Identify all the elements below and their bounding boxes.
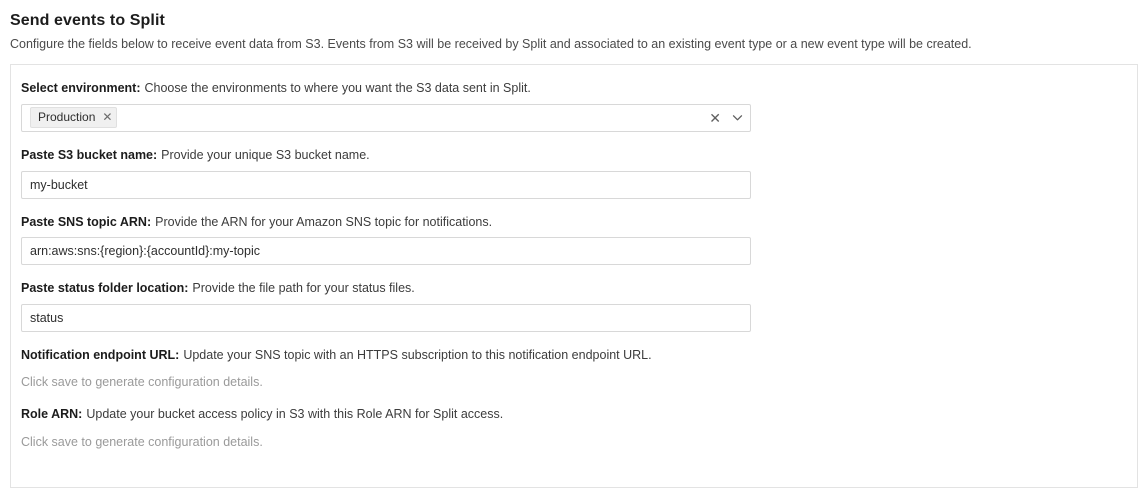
- field-role-arn: [11, 407, 1137, 423]
- field-select-environment: [11, 81, 1137, 132]
- role-arn-description: Update your bucket access policy in S3 with this Role ARN for Split access.: [86, 407, 504, 422]
- bucket-label: Paste S3 bucket name:: [21, 147, 158, 162]
- field-s3-bucket-name: [11, 148, 1137, 199]
- bucket-label-row: [21, 148, 1127, 164]
- configuration-card: [10, 65, 1138, 488]
- page-title: Send events to Split: [10, 12, 165, 29]
- status-folder-label: Paste status folder location:: [21, 281, 189, 296]
- sns-label-row: [21, 215, 1127, 231]
- environment-label: Select environment:: [21, 81, 141, 96]
- status-folder-input[interactable]: [21, 304, 751, 332]
- environment-label-row: [21, 81, 1127, 97]
- environment-description: Choose the environments to where you want the S3 data sent in Split.: [144, 81, 531, 96]
- sns-topic-input-value: arn:aws:sns:{region}:{accountId}:my-topic: [30, 244, 260, 259]
- environment-chip-label: Production: [38, 110, 96, 125]
- sns-topic-input[interactable]: [21, 237, 751, 265]
- role-arn-label-row: [21, 407, 1127, 423]
- sns-description: Provide the ARN for your Amazon SNS topic for notifications.: [155, 214, 493, 229]
- field-status-folder: [11, 281, 1137, 332]
- status-folder-description: Provide the file path for your status files.: [192, 281, 415, 296]
- environment-select-controls: [709, 111, 744, 125]
- environment-chip-production[interactable]: [30, 107, 117, 128]
- close-icon[interactable]: ✕: [102, 110, 113, 125]
- notification-endpoint-note: Click save to generate configuration details.: [21, 375, 263, 390]
- environment-multiselect[interactable]: [21, 104, 751, 132]
- notification-endpoint-description: Update your SNS topic with an HTTPS subscription to this notification endpoint URL.: [183, 347, 652, 362]
- notification-endpoint-label: Notification endpoint URL:: [21, 347, 180, 362]
- notification-endpoint-label-row: [21, 348, 1127, 364]
- chevron-down-icon[interactable]: [731, 111, 744, 124]
- field-sns-topic-arn: [11, 215, 1137, 266]
- page-subtitle: Configure the fields below to receive event data from S3. Events from S3 will be received by Split and associated to an existing event type or a new event type will be created.: [10, 37, 972, 51]
- field-notification-endpoint: [11, 348, 1137, 364]
- role-arn-label: Role ARN:: [21, 407, 83, 422]
- status-folder-label-row: [21, 281, 1127, 297]
- role-arn-note: Click save to generate configuration details.: [21, 435, 263, 449]
- status-folder-input-value: status: [30, 310, 64, 325]
- sns-label: Paste SNS topic ARN:: [21, 214, 152, 229]
- page-header: [0, 0, 1148, 65]
- bucket-input[interactable]: [21, 171, 751, 199]
- clear-icon[interactable]: ✕: [709, 109, 721, 126]
- bucket-description: Provide your unique S3 bucket name.: [161, 147, 370, 162]
- bucket-input-value: my-bucket: [30, 177, 88, 192]
